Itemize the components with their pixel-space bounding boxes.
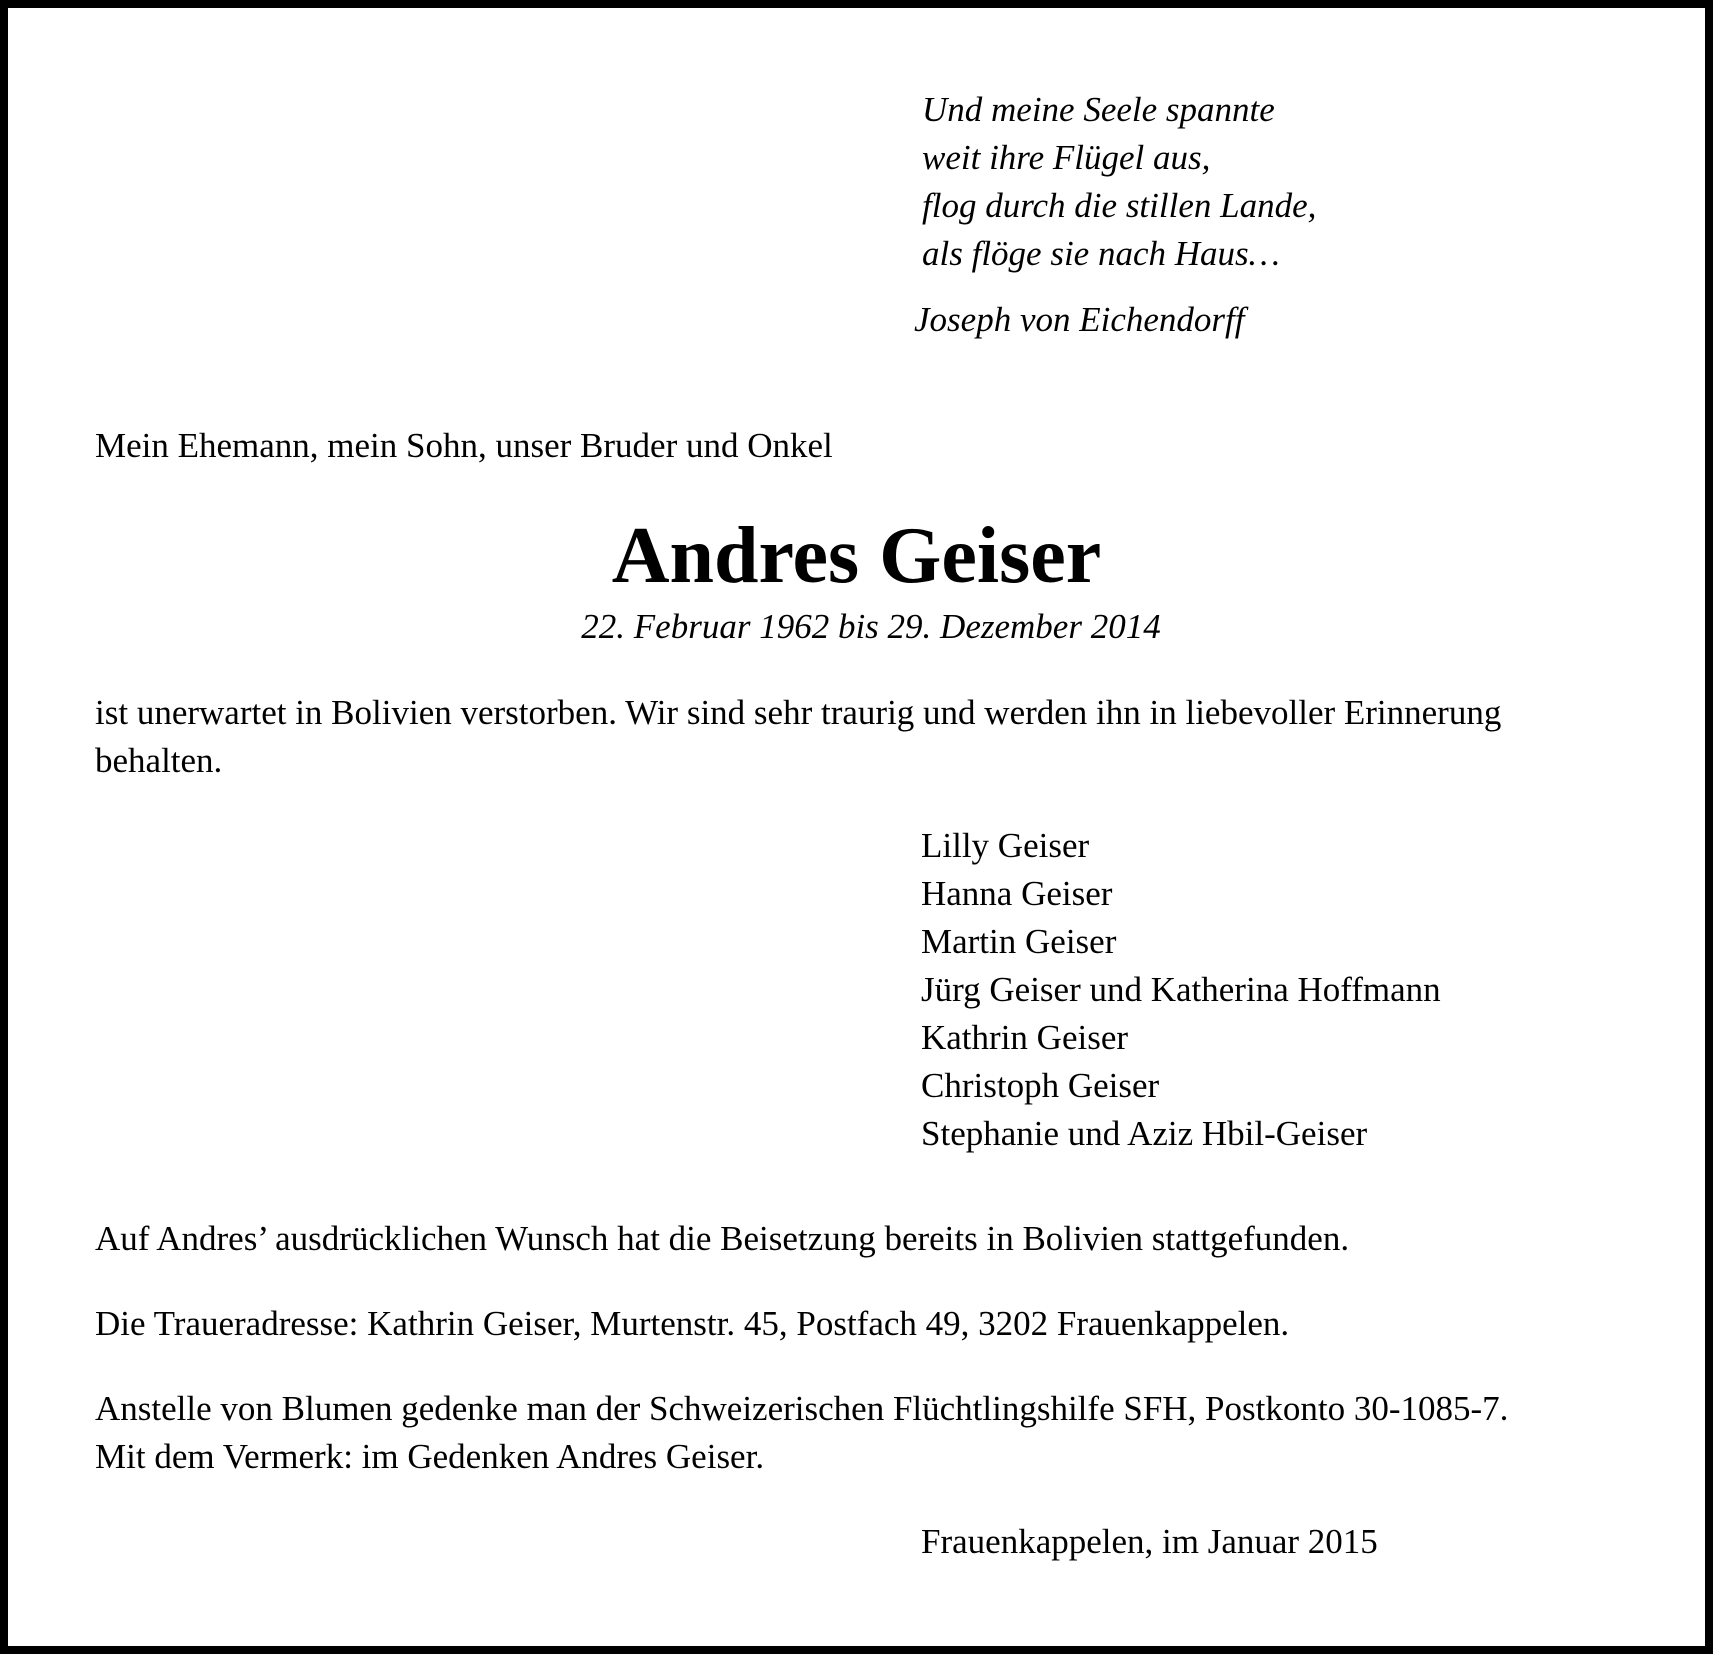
mourners-list (921, 822, 1441, 1158)
announcement-text (95, 689, 1655, 785)
burial-note: Auf Andres’ ausdrücklichen Wunsch hat die Beisetzung bereits in Bolivien stattgefunden. (95, 1219, 1350, 1258)
poem-author: Joseph von Eichendorff (914, 300, 1245, 339)
announcement-line: ist unerwartet in Bolivien verstorben. Wir sind sehr traurig und werden ihn in liebevoller Erinnerung (95, 693, 1502, 732)
mourner-name: Hanna Geiser (921, 874, 1113, 913)
place-date-signoff: Frauenkappelen, im Januar 2015 (921, 1522, 1378, 1561)
intro-text: Mein Ehemann, mein Sohn, unser Bruder und Onkel (95, 426, 833, 465)
donation-line: Mit dem Vermerk: im Gedenken Andres Geiser. (95, 1437, 765, 1476)
announcement-line: behalten. (95, 741, 223, 780)
life-dates: 22. Februar 1962 bis 29. Dezember 2014 (581, 607, 1161, 646)
mourner-name: Christoph Geiser (921, 1066, 1160, 1105)
deceased-name: Andres Geiser (611, 512, 1102, 600)
mourner-name: Jürg Geiser und Katherina Hoffmann (921, 970, 1441, 1009)
mourning-address: Die Traueradresse: Kathrin Geiser, Murtenstr. 45, Postfach 49, 3202 Frauenkappelen. (95, 1304, 1290, 1343)
donation-line: Anstelle von Blumen gedenke man der Schweizerischen Flüchtlingshilfe SFH, Postkonto 30-1085-7. (95, 1389, 1509, 1428)
mourner-name: Lilly Geiser (921, 826, 1090, 865)
poem-line: weit ihre Flügel aus, (922, 138, 1211, 177)
donation-note (95, 1385, 1675, 1481)
poem-line: Und meine Seele spannte (922, 90, 1275, 129)
poem-line: flog durch die stillen Lande, (922, 186, 1317, 225)
mourner-name: Martin Geiser (921, 922, 1117, 961)
poem-quote (922, 86, 1316, 278)
mourner-name: Stephanie und Aziz Hbil-Geiser (921, 1114, 1368, 1153)
mourner-name: Kathrin Geiser (921, 1018, 1129, 1057)
poem-line: als flöge sie nach Haus… (922, 234, 1280, 273)
